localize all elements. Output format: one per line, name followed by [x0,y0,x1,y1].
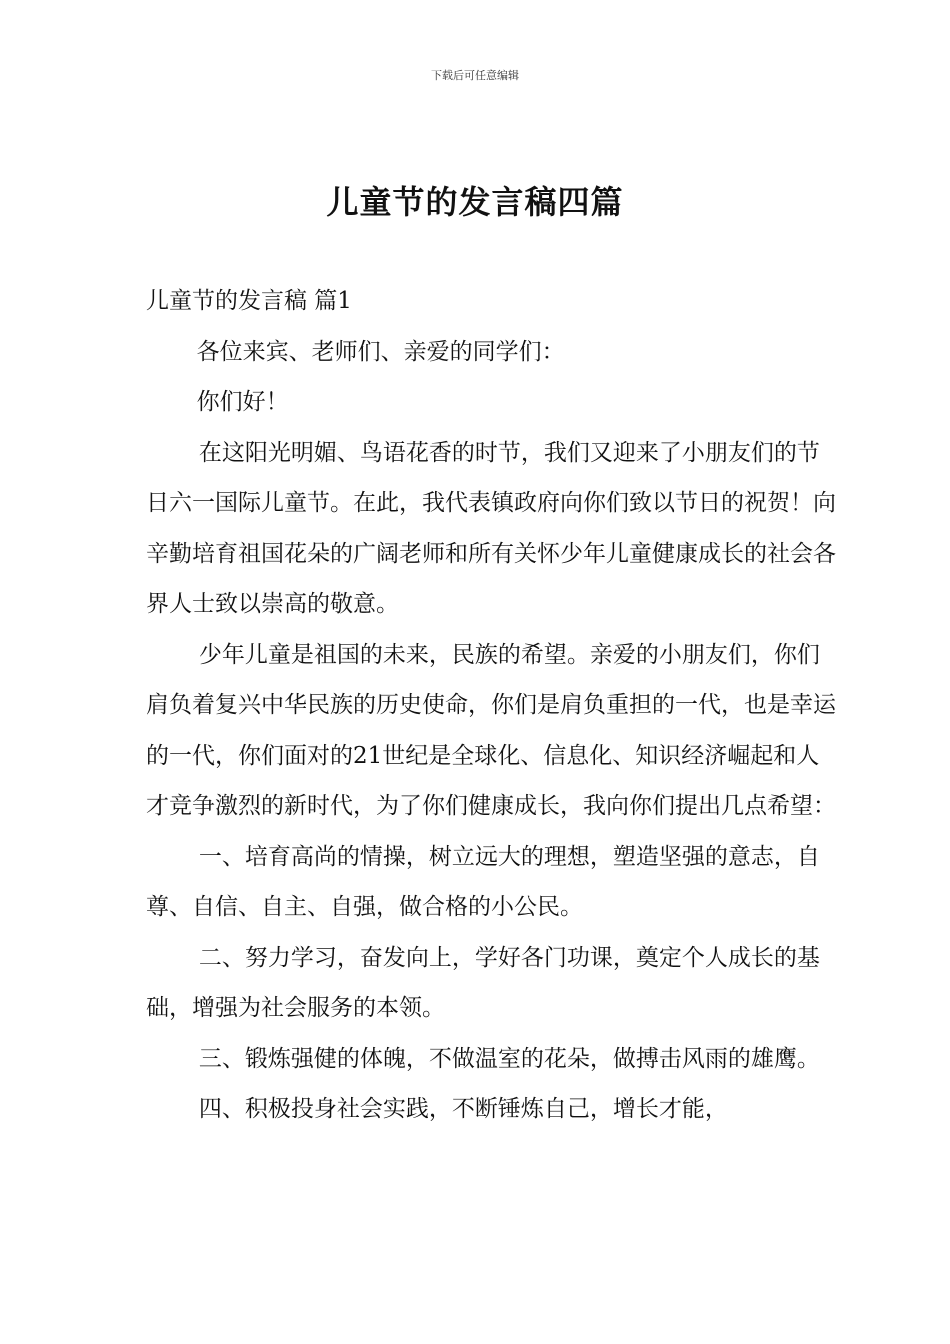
document-title: 儿童节的发言稿四篇 [326,183,624,221]
section-heading: 儿童节的发言稿 篇1 [146,288,352,314]
greeting: 你们好！ [196,389,289,415]
salutation: 各位来宾、老师们、亲爱的同学们： [196,338,565,365]
paragraph: 二、努力学习，奋发向上，学好各门功课，奠定个人成长的基础，增强为社会服务的本领。 [146,944,820,1021]
paragraph: 四、积极投身社会实践，不断锤炼自己，增长才能， [198,1096,728,1122]
paragraph: 一、培育高尚的情操，树立远大的理想，塑造坚强的意志，自尊、自信、自主、自强，做合格的小公民。 [146,843,820,920]
paragraph: 少年儿童是祖国的未来，民族的希望。亲爱的小朋友们，你们肩负着复兴中华民族的历史使命，你们是肩负重担的一代，也是幸运的一代，你们面对的21世纪是全球化、信息化、知识经济崛起和人才竞争激烈的新时代，为了你们健康成长，我向你们提出几点希望： [146,641,836,819]
header-note: 下载后可任意编辑 [431,69,519,82]
paragraph: 三、锻炼强健的体魄，不做温室的花朵，做搏击风雨的雄鹰。 [198,1045,820,1072]
document-body [146,276,836,1135]
paragraph: 在这阳光明媚、鸟语花香的时节，我们又迎来了小朋友们的节日六一国际儿童节。在此，我代表镇政府向你们致以节日的祝贺！向辛勤培育祖国花朵的广阔老师和所有关怀少年儿童健康成长的社会各界人士致以崇高的敬意。 [146,439,836,617]
